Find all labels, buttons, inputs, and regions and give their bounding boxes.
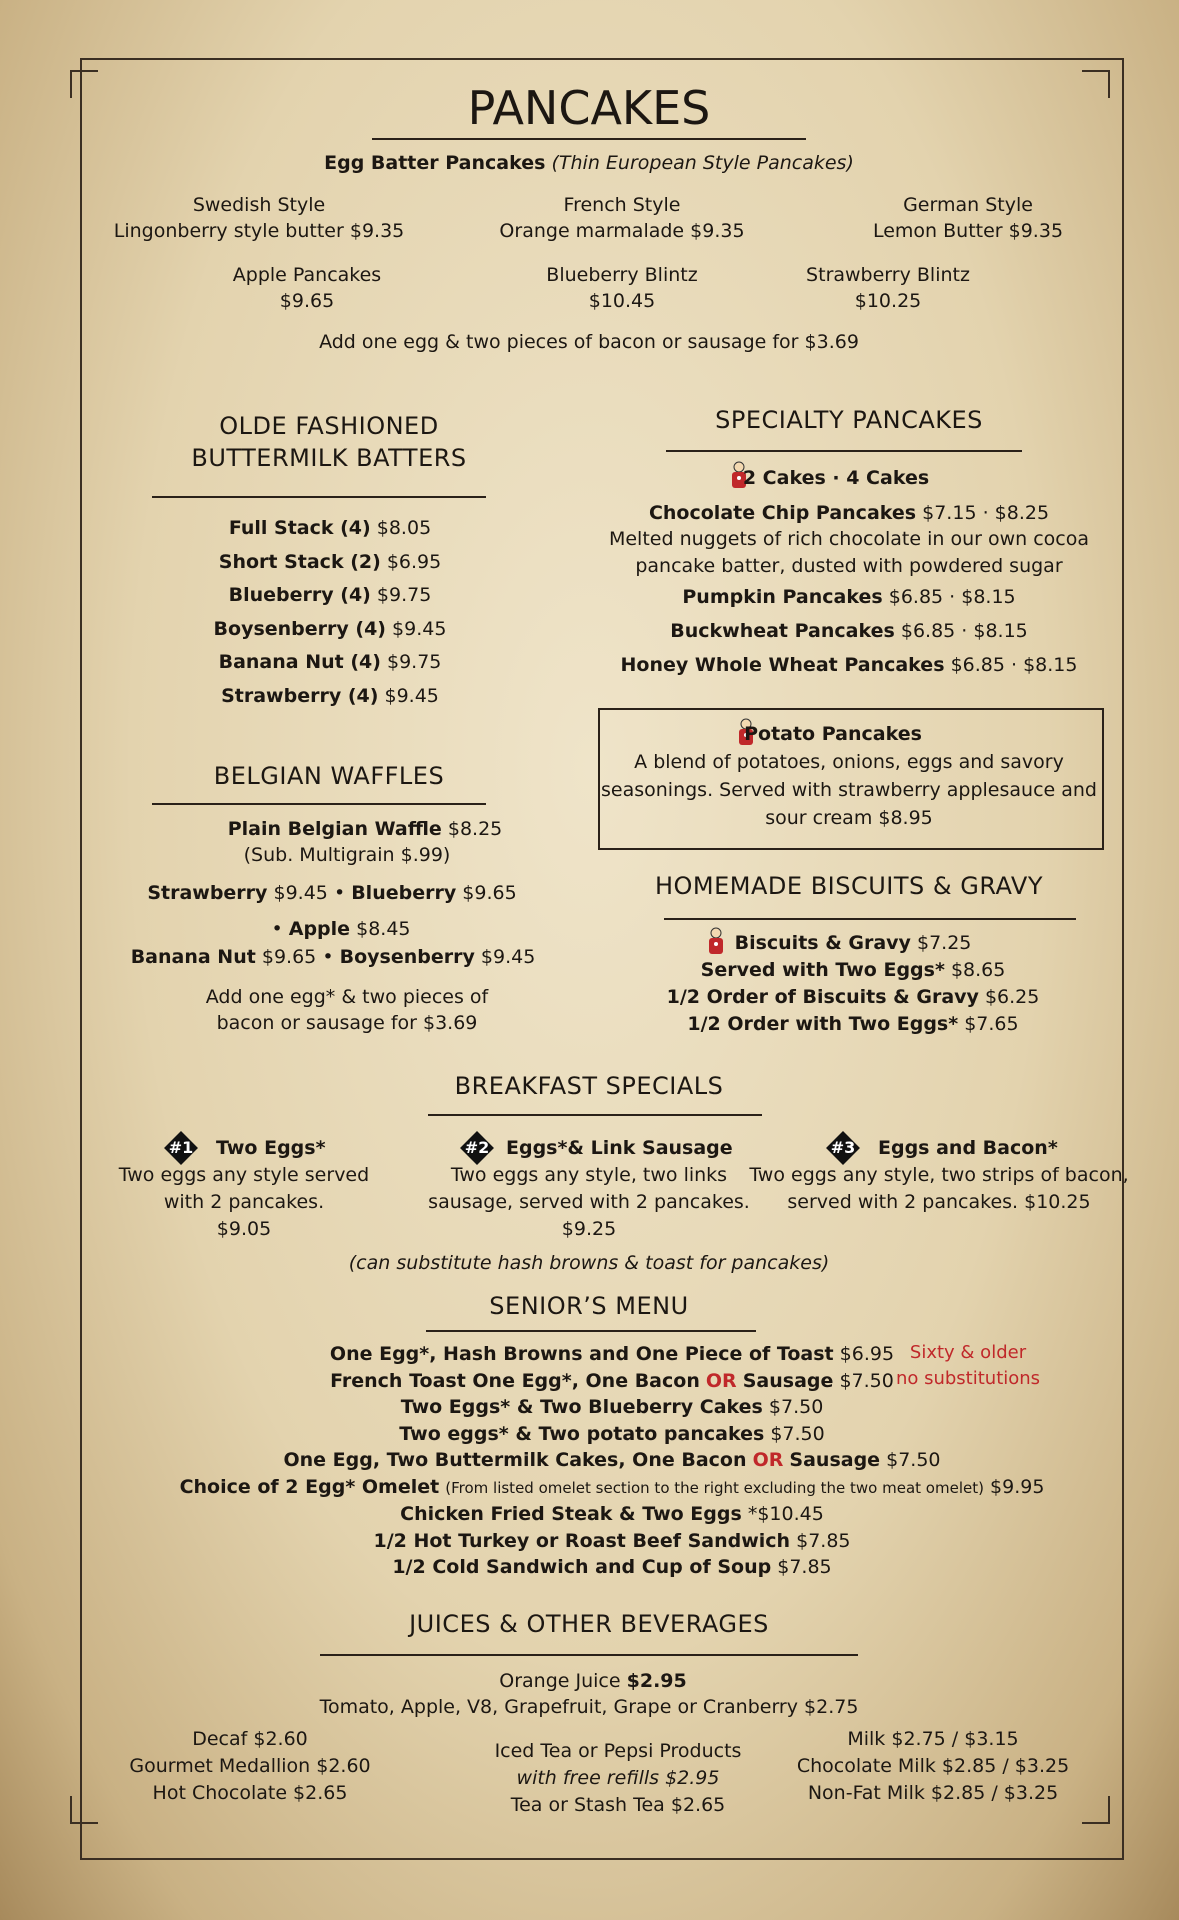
special-2-desc: Two eggs any style, two links sausage, served with 2 pancakes. $9.25 <box>428 1164 750 1240</box>
senior-side-note: Sixty & older no substitutions <box>895 1342 1041 1389</box>
special-3-desc: Two eggs any style, two strips of bacon, served with 2 pancakes. $10.25 <box>749 1164 1129 1213</box>
waffle-apple: • Apple $8.45 <box>271 918 411 940</box>
special-1-name: Two Eggs* <box>216 1137 326 1159</box>
biscuits-heading: HOMEMADE BISCUITS & GRAVY <box>654 872 1044 900</box>
waffle-plain: Plain Belgian Waffle $8.25 <box>227 818 503 840</box>
corner-ornament <box>1082 70 1110 98</box>
waffle-sub-multigrain: (Sub. Multigrain $.99) <box>243 844 451 866</box>
beverages-rule <box>320 1654 858 1656</box>
biscuits-list <box>667 930 1040 1038</box>
egg-item-apple: Apple Pancakes $9.65 <box>232 264 382 312</box>
chocolate-chip-desc: Melted nuggets of rich chocolate in our own cocoa pancake batter, dusted with powdered sugar <box>608 528 1090 577</box>
list-item: One Egg, Two Buttermilk Cakes, One Bacon OR Sausage $7.50 <box>283 1449 941 1471</box>
special-3-badge: #3 <box>826 1131 860 1165</box>
list-item: 1/2 Hot Turkey or Roast Beef Sandwich $7.85 <box>373 1529 851 1552</box>
list-item: Biscuits & Gravy $7.25 <box>734 932 972 954</box>
biscuits-rule <box>664 918 1076 920</box>
list-item: Chicken Fried Steak & Two Eggs *$10.45 <box>400 1503 824 1525</box>
waffles-rule <box>152 803 486 805</box>
list-item: Two eggs* & Two potato pancakes $7.50 <box>399 1422 825 1445</box>
beverages-middle: Iced Tea or Pepsi Products with free refills $2.95 Tea or Stash Tea $2.65 <box>494 1740 742 1816</box>
page-title: PANCAKES <box>467 81 711 135</box>
list-item: 1/2 Order of Biscuits & Gravy $6.25 <box>666 986 1040 1008</box>
beverages-heading: JUICES & OTHER BEVERAGES <box>409 1610 769 1638</box>
special-1-desc: Two eggs any style served with 2 pancakes. $9.05 <box>118 1164 370 1240</box>
list-item: Served with Two Eggs* $8.65 <box>700 959 1006 981</box>
list-item: Banana Nut (4) $9.75 <box>218 651 442 674</box>
list-item: 1/2 Cold Sandwich and Cup of Soup $7.85 <box>392 1556 832 1578</box>
breakfast-heading: BREAKFAST SPECIALS <box>454 1072 724 1100</box>
corner-ornament <box>1082 1796 1110 1824</box>
list-item: Blueberry (4) $9.75 <box>228 584 432 607</box>
specialty-item-buckwheat: Buckwheat Pancakes $6.85 · $8.15 <box>670 620 1028 642</box>
waffle-banana-boysen: Banana Nut $9.65 • Boysenberry $9.45 <box>130 946 536 968</box>
list-item: Full Stack (4) $8.05 <box>228 517 432 539</box>
list-item: French Toast One Egg*, One Bacon OR Sausage $7.50 <box>330 1369 894 1392</box>
list-item: One Egg*, Hash Browns and One Piece of Toast $6.95 <box>329 1343 895 1365</box>
specialty-rule <box>666 450 1022 452</box>
egg-batter-heading: Egg Batter Pancakes (Thin European Style Pancakes) <box>324 152 854 174</box>
waffle-strawberry-blueberry: Strawberry $9.45 • Blueberry $9.65 <box>147 882 517 904</box>
list-item: Strawberry (4) $9.45 <box>221 684 439 707</box>
waffle-addon: Add one egg* & two pieces of bacon or sausage for $3.69 <box>205 986 489 1034</box>
corner-ornament <box>70 70 98 98</box>
egg-item-swedish: Swedish Style Lingonberry style butter $9.35 <box>113 194 405 242</box>
special-2-name: Eggs*& Link Sausage <box>506 1137 733 1159</box>
egg-item-blueberry-blintz: Blueberry Blintz $10.45 <box>546 264 698 312</box>
buttermilk-list <box>214 512 447 714</box>
title-rule <box>372 138 806 140</box>
juice-list: Tomato, Apple, V8, Grapefruit, Grape or Cranberry $2.75 <box>319 1696 859 1718</box>
senior-list <box>180 1341 1045 1581</box>
special-1-badge: #1 <box>164 1131 198 1165</box>
buttermilk-heading: OLDE FASHIONED BUTTERMILK BATTERS <box>191 412 467 472</box>
orange-juice: Orange Juice $2.95 <box>499 1670 687 1692</box>
list-item: Two Eggs* & Two Blueberry Cakes $7.50 <box>400 1396 824 1418</box>
egg-item-strawberry-blintz: Strawberry Blintz $10.25 <box>806 264 970 312</box>
list-item: 1/2 Order with Two Eggs* $7.65 <box>687 1013 1019 1035</box>
chocolate-chip-line: Chocolate Chip Pancakes $7.15 · $8.25 <box>648 502 1050 524</box>
senior-heading: SENIOR’S MENU <box>489 1292 689 1320</box>
specialty-item-pumpkin: Pumpkin Pancakes $6.85 · $8.15 <box>682 586 1016 608</box>
list-item: Short Stack (2) $6.95 <box>218 550 442 573</box>
list-item: Boysenberry (4) $9.45 <box>213 617 447 640</box>
potato-pancakes-name: Potato Pancakes <box>744 723 922 745</box>
special-2-badge: #2 <box>460 1131 494 1165</box>
buttermilk-rule <box>152 496 486 498</box>
specialty-sizes: 2 Cakes · 4 Cakes <box>742 467 930 489</box>
beverages-right: Milk $2.75 / $3.15 Chocolate Milk $2.85 / $3.25 Non-Fat Milk $2.85 / $3.25 <box>796 1728 1070 1804</box>
egg-item-german: German Style Lemon Butter $9.35 <box>872 194 1064 242</box>
specialty-item-honey-wheat: Honey Whole Wheat Pancakes $6.85 · $8.15 <box>620 654 1078 676</box>
corner-ornament <box>70 1796 98 1824</box>
egg-addon: Add one egg & two pieces of bacon or sausage for $3.69 <box>319 331 859 353</box>
list-item: Choice of 2 Egg* Omelet (From listed omelet section to the right excluding the two meat omelet) $9.95 <box>179 1475 1045 1498</box>
special-3-name: Eggs and Bacon* <box>878 1137 1058 1159</box>
potato-pancakes-desc: A blend of potatoes, onions, eggs and savory seasonings. Served with strawberry applesauce and sour cream $8.95 <box>600 751 1098 829</box>
egg-item-french: French Style Orange marmalade $9.35 <box>499 194 745 242</box>
specialty-heading: SPECIALTY PANCAKES <box>715 406 983 434</box>
breakfast-note: (can substitute hash browns & toast for pancakes) <box>348 1252 830 1274</box>
breakfast-rule <box>428 1114 762 1116</box>
beverages-left: Decaf $2.60 Gourmet Medallion $2.60 Hot Chocolate $2.65 <box>129 1728 371 1804</box>
waffles-heading: BELGIAN WAFFLES <box>213 762 445 790</box>
senior-rule <box>426 1330 756 1332</box>
